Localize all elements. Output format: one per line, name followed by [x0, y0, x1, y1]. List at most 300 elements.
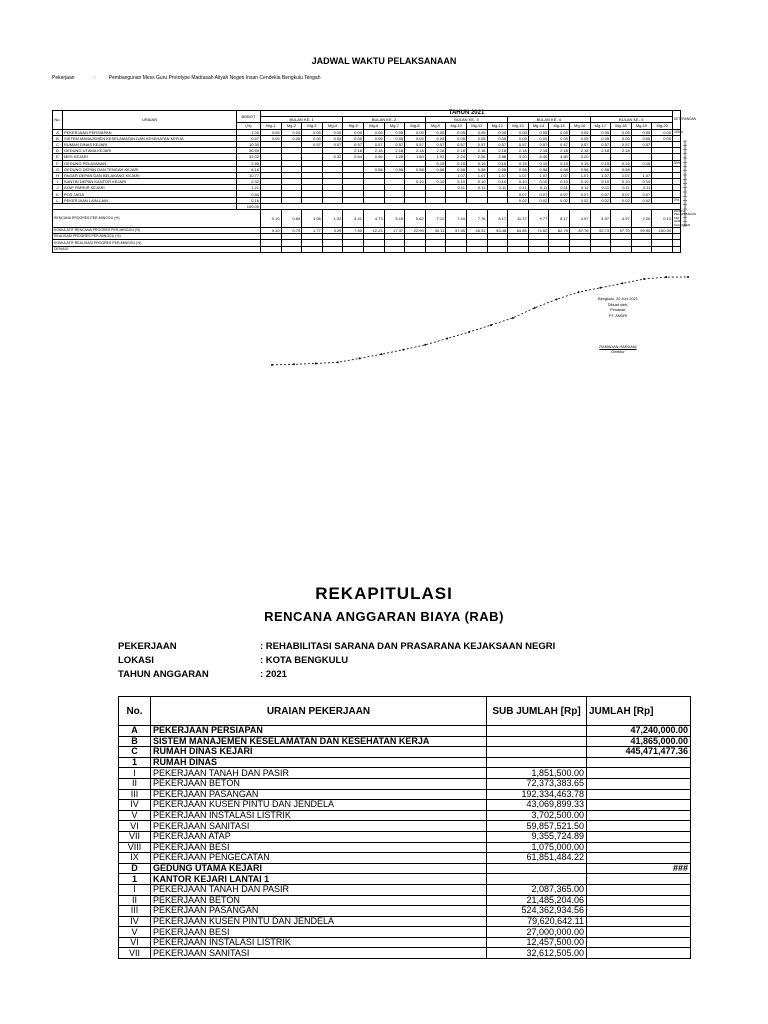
row-cell: 2.18 [466, 148, 487, 154]
summary-cell: 4.97 [611, 210, 632, 228]
rekap-row [119, 800, 691, 811]
row-sub-jumlah: 3,702,500.00 [487, 810, 587, 821]
row-cell: 0.05 [343, 129, 364, 135]
rekap-row [119, 831, 691, 842]
row-jumlah: ### [587, 863, 691, 874]
row-name: PEKERJAAN LAIN-LAIN [63, 197, 237, 203]
row-jumlah: 47,240,000.00 [587, 726, 691, 737]
row-cell: 0.57 [590, 141, 611, 147]
week-header: Mg-19 [631, 123, 652, 129]
row-no: II [119, 778, 151, 789]
row-cell: 2.18 [611, 148, 632, 154]
row-cell: 0.57 [363, 141, 384, 147]
row-sub-jumlah [487, 757, 587, 768]
row-cell: 0.05 [466, 129, 487, 135]
row-cell: 0.05 [384, 129, 405, 135]
row-cell: 3.20 [569, 154, 590, 160]
row-cell: 0.11 [611, 185, 632, 191]
row-uraian: PEKERJAAN BETON [151, 895, 487, 906]
s-curve-point [534, 307, 536, 309]
summary-cell: 7.50 [343, 228, 364, 234]
summary-cell [631, 246, 652, 252]
row-cell: 0.10 [569, 179, 590, 185]
row-cell: 2.18 [384, 148, 405, 154]
row-jumlah [587, 768, 691, 779]
row-name: SISTEM MANAJEMEN KESELAMATAN DAN KESEHATAN KERJA [63, 135, 237, 141]
rekap-row [119, 948, 691, 959]
row-jumlah [587, 874, 691, 885]
row-cell: 0.05 [487, 129, 508, 135]
row-cell: 0.11 [631, 185, 652, 191]
row-cell: 1.07 [611, 172, 632, 178]
row-uraian: PEKERJAAN BETON [151, 778, 487, 789]
row-name: POS JAGA [63, 191, 237, 197]
signature-name-block [578, 345, 658, 355]
summary-cell [590, 246, 611, 252]
row-cell: 0.15 [569, 160, 590, 166]
summary-cell: 87.76 [569, 228, 590, 234]
row-cell: 0.58 [611, 166, 632, 172]
month-header: BULAN KE- 4 [508, 117, 590, 123]
row-cell: 0.02 [590, 197, 611, 203]
rekap-row [119, 736, 691, 747]
row-cell: 0.05 [652, 135, 673, 141]
row-sub-jumlah [487, 736, 587, 747]
summary-cell: 0.79 [281, 228, 302, 234]
row-cell: 0.58 [528, 166, 549, 172]
row-no: VIII [119, 842, 151, 853]
row-cell: 0.10 [405, 179, 426, 185]
week-header: Mg-11 [466, 123, 487, 129]
row-bobot: 0.97 [237, 135, 261, 141]
row-cell: 0.10 [631, 179, 652, 185]
row-cell: 4.80 [549, 154, 570, 160]
row-cell: 0.05 [569, 135, 590, 141]
summary-cell [508, 246, 529, 252]
summary-row [53, 246, 681, 252]
row-cell: 0.05 [611, 129, 632, 135]
summary-cell [343, 246, 364, 252]
row-cell: 0.15 [549, 160, 570, 166]
row-cell: 0.11 [528, 185, 549, 191]
s-curve-point [380, 353, 382, 355]
row-no: A [119, 726, 151, 737]
row-cell: 0.15 [611, 160, 632, 166]
row-cell: 2.18 [405, 148, 426, 154]
schedule-job-label: Pekerjaan [52, 75, 75, 81]
row-cell: 0.58 [384, 166, 405, 172]
row-uraian: PEKERJAAN PERSIAPAN [151, 726, 487, 737]
row-no: II [119, 895, 151, 906]
row-cell: 0.05 [405, 135, 426, 141]
row-cell: 0.05 [363, 129, 384, 135]
summary-cell: 7.12 [425, 210, 446, 228]
row-cell: 0.05 [261, 129, 282, 135]
row-cell: 0.10 [549, 179, 570, 185]
col-year: TAHUN 2021 [261, 111, 673, 117]
summary-label: RENCANA PROGRES PER-MINGGU (%) [53, 210, 261, 228]
row-cell: 0.57 [549, 141, 570, 147]
summary-label: REALISASI PROGRES PER-MINGGU (%) [53, 234, 261, 240]
row-cell: 0.57 [446, 141, 467, 147]
row-bobot: 8.18 [237, 166, 261, 172]
row-cell: 0.05 [425, 129, 446, 135]
summary-cell: 12.23 [363, 228, 384, 234]
row-no: VII [119, 831, 151, 842]
header-jumlah: JUMLAH [Rp] [587, 697, 691, 726]
s-curve-point [402, 349, 404, 351]
row-cell: 0.15 [446, 160, 467, 166]
row-uraian: PEKERJAAN ATAP [151, 831, 487, 842]
row-cell: 6.40 [528, 154, 549, 160]
summary-cell: 30.11 [425, 228, 446, 234]
summary-ket: WAKTU PELAKSANAAN 150 HARI KALENDER [674, 209, 697, 227]
row-uraian: RUMAH DINAS [151, 757, 487, 768]
week-header: Mg-6 [363, 123, 384, 129]
row-sub-jumlah: 72,373,383.65 [487, 778, 587, 789]
row-jumlah [587, 906, 691, 917]
col-bobot: BOBOT [237, 111, 261, 123]
row-cell: 0.02 [549, 197, 570, 203]
s-curve-point [424, 344, 426, 346]
row-cell: 1.60 [405, 154, 426, 160]
row-cell: 0.15 [528, 160, 549, 166]
col-uraian: URAIAN [63, 111, 237, 130]
schedule-job-value: Pembangunan Mess Guru Prototype Madrasah Aliyah Negeri Insan Cendekia Bengkulu Tengah [108, 75, 321, 81]
row-bobot: 0.16 [237, 197, 261, 203]
row-cell: 0.05 [652, 129, 673, 135]
summary-cell: 8.17 [487, 210, 508, 228]
week-header: Mg-9 [425, 123, 446, 129]
row-cell: 0.07 [569, 191, 590, 197]
summary-cell [611, 246, 632, 252]
row-cell: 0.05 [446, 129, 467, 135]
month-header: BULAN KE- 2 [343, 117, 425, 123]
row-name: PEKERJAAN PERSIAPAN [63, 129, 237, 135]
row-cell: 2.18 [590, 148, 611, 154]
rekap-row [119, 884, 691, 895]
row-no: IV [119, 800, 151, 811]
row-cell: 0.57 [569, 141, 590, 147]
row-cell: 0.05 [590, 129, 611, 135]
signature-block [578, 297, 658, 319]
week-header: Mg-15 [549, 123, 570, 129]
row-no: A [53, 129, 63, 135]
summary-cell: 17.37 [384, 228, 405, 234]
row-cell: 0.05 [508, 129, 529, 135]
summary-cell: 82.79 [549, 228, 570, 234]
row-cell: 2.18 [528, 148, 549, 154]
info-label: LOKASI [118, 655, 154, 666]
row-jumlah [587, 831, 691, 842]
month-header: BULAN KE- 1 [261, 117, 343, 123]
row-sub-jumlah: 192,334,463.78 [487, 789, 587, 800]
row-cell: 0.58 [590, 166, 611, 172]
row-jumlah [587, 937, 691, 948]
row-cell: 0.58 [405, 166, 426, 172]
week-header: Mg-8 [405, 123, 426, 129]
row-cell: 0.10 [446, 179, 467, 185]
row-no: 1 [119, 874, 151, 885]
summary-cell: 4.97 [590, 210, 611, 228]
row-sub-jumlah: 524,362,934.56 [487, 906, 587, 917]
row-cell: 0.05 [590, 135, 611, 141]
row-cell: 0.10 [508, 179, 529, 185]
summary-row [53, 210, 681, 228]
row-cell: 0.57 [631, 141, 652, 147]
summary-cell: 1.77 [302, 228, 323, 234]
row-cell: 0.15 [590, 160, 611, 166]
schedule-job-sep: : [93, 75, 95, 81]
week-header: Mg-13 [508, 123, 529, 129]
info-pekerjaan [118, 641, 555, 652]
row-name: PAGAR DEPAN DAN BELAKANG KEJARI [63, 172, 237, 178]
row-cell: 0.07 [590, 191, 611, 197]
row-no: 1 [119, 757, 151, 768]
summary-cell: 22.99 [405, 228, 426, 234]
week-header: Mg-12 [487, 123, 508, 129]
row-uraian: PEKERJAAN INSTALASI LISTRIK [151, 810, 487, 821]
week-header: Mg-10 [446, 123, 467, 129]
row-bobot: 2.85 [237, 160, 261, 166]
row-sub-jumlah [487, 863, 587, 874]
rekap-row [119, 726, 691, 737]
row-cell: 3.20 [508, 154, 529, 160]
row-cell: 0.07 [549, 191, 570, 197]
summary-cell: 5.62 [405, 210, 426, 228]
rekap-row [119, 747, 691, 758]
summary-cell [322, 246, 343, 252]
row-no: C [119, 747, 151, 758]
row-cell: 0.05 [281, 129, 302, 135]
week-header: Mg-4 [322, 123, 343, 129]
row-cell: 0.05 [425, 135, 446, 141]
row-jumlah [587, 778, 691, 789]
info-value: : REHABILITASI SARANA DAN PRASARANA KEJAKSAAN NEGRI [260, 641, 556, 652]
week-header: Mg-3 [302, 123, 323, 129]
schedule-job-line [52, 75, 321, 81]
row-no: E [53, 154, 63, 160]
row-cell: 1.07 [528, 172, 549, 178]
s-curve-point [665, 276, 667, 278]
row-no: V [119, 927, 151, 938]
row-uraian: RUMAH DINAS KEJARI [151, 747, 487, 758]
row-cell: 0.57 [425, 141, 446, 147]
row-cell: 0.15 [487, 160, 508, 166]
row-name: KANTIN DEPAN KANTOR KEJARI [63, 179, 237, 185]
row-cell: 1.07 [631, 172, 652, 178]
row-no: D [119, 863, 151, 874]
row-no: J [53, 185, 63, 191]
summary-cell: 8.17 [549, 210, 570, 228]
week-header: Mg-18 [611, 123, 632, 129]
row-uraian: PEKERJAAN TANAH DAN PASIR [151, 768, 487, 779]
row-sub-jumlah: 43,069,899.33 [487, 800, 587, 811]
row-sub-jumlah [487, 874, 587, 885]
row-cell: 0.58 [569, 166, 590, 172]
header-uraian: URAIAN PEKERJAAN [151, 697, 487, 726]
row-sub-jumlah: 1,851,500.00 [487, 768, 587, 779]
summary-cell [261, 246, 282, 252]
rekap-row [119, 778, 691, 789]
row-uraian: PEKERJAAN KUSEN PINTU DAN JENDELA [151, 916, 487, 927]
row-cell: 0.15 [631, 160, 652, 166]
row-cell: 0.02 [631, 197, 652, 203]
row-uraian: PEKERJAAN KUSEN PINTU DAN JENDELA [151, 800, 487, 811]
row-cell: 0.05 [528, 135, 549, 141]
row-no: V [119, 810, 151, 821]
row-no: III [119, 789, 151, 800]
row-cell: 1.07 [508, 172, 529, 178]
s-curve-point [468, 331, 470, 333]
bobot-unit: (%) [237, 123, 261, 129]
row-bobot: 32.02 [237, 154, 261, 160]
row-sub-jumlah: 59,857,521.50 [487, 821, 587, 832]
row-cell: 2.18 [363, 148, 384, 154]
row-no: I [119, 768, 151, 779]
row-cell: 0.57 [384, 141, 405, 147]
rekap-row [119, 895, 691, 906]
row-name: GEDUNG PELAYANAN [63, 160, 237, 166]
row-cell: 1.07 [446, 172, 467, 178]
row-no: I [119, 884, 151, 895]
row-cell: 0.05 [446, 135, 467, 141]
row-no: L [53, 197, 63, 203]
sign-role: Direktur [611, 350, 625, 354]
row-cell: 0.05 [384, 135, 405, 141]
header-no: No. [119, 697, 151, 726]
row-cell: 0.05 [363, 135, 384, 141]
row-cell: 0.57 [322, 141, 343, 147]
row-cell: 0.58 [363, 166, 384, 172]
row-bobot: 10.30 [237, 141, 261, 147]
row-cell: 0.11 [487, 185, 508, 191]
summary-cell [425, 246, 446, 252]
summary-cell: 2.20 [631, 210, 652, 228]
row-cell: 2.18 [343, 148, 364, 154]
row-cell: 1.07 [590, 172, 611, 178]
rekap-row [119, 874, 691, 885]
summary-label: KOMULATIF REALISASI PROGRES PER-MINGGU (%) [53, 240, 261, 246]
row-cell: 0.05 [261, 135, 282, 141]
row-jumlah [587, 821, 691, 832]
row-ket: 0% [674, 197, 680, 202]
rekap-table [118, 696, 691, 959]
row-cell: 0.57 [528, 141, 549, 147]
month-header: BULAN KE- 5 [590, 117, 673, 123]
summary-cell [363, 246, 384, 252]
row-cell: 1.07 [569, 172, 590, 178]
row-no: C [53, 141, 63, 147]
row-sub-jumlah [487, 747, 587, 758]
rekap-row [119, 906, 691, 917]
s-curve-point [578, 291, 580, 293]
week-header: Mg-7 [384, 123, 405, 129]
row-jumlah [587, 842, 691, 853]
row-uraian: PEKERJAAN SANITASI [151, 948, 487, 959]
row-bobot: 30.59 [237, 148, 261, 154]
summary-label: KOMULATIF RENCANA PROGRES PER-MINGGU (%) [53, 228, 261, 234]
row-cell: 0.07 [528, 191, 549, 197]
s-curve-point [315, 362, 317, 364]
sign-bidder: Penawar, [610, 308, 626, 312]
s-curve-point [359, 357, 361, 359]
row-jumlah: 445,471,477.36 [587, 747, 691, 758]
row-sub-jumlah: 79,620,642.11 [487, 916, 587, 927]
week-header: Mg-20 [652, 123, 673, 129]
row-name: ATAP PARKIR KEJARI [63, 185, 237, 191]
s-curve-point [556, 298, 558, 300]
info-label: TAHUN ANGGARAN [118, 669, 209, 680]
s-curve-point [599, 287, 601, 289]
row-no: B [119, 736, 151, 747]
row-cell: 1.92 [425, 154, 446, 160]
summary-cell: 64.85 [508, 228, 529, 234]
schedule-table [52, 110, 697, 253]
row-no: K [53, 191, 63, 197]
row-cell: 0.05 [549, 129, 570, 135]
row-cell: 0.11 [508, 185, 529, 191]
week-header: Mg-16 [569, 123, 590, 129]
row-no: VI [119, 821, 151, 832]
row-cell: 0.10 [590, 179, 611, 185]
row-uraian: PEKERJAAN INSTALASI LISTRIK [151, 937, 487, 948]
row-jumlah [587, 927, 691, 938]
row-uraian: PEKERJAAN PASANGAN [151, 906, 487, 917]
row-cell: 0.57 [466, 141, 487, 147]
row-cell: 0.15 [425, 160, 446, 166]
row-cell: 2.18 [487, 148, 508, 154]
row-cell: 0.57 [343, 141, 364, 147]
row-cell: 0.11 [569, 185, 590, 191]
row-no: D [53, 148, 63, 154]
row-bobot: 2.32 [237, 179, 261, 185]
row-cell: 0.15 [508, 160, 529, 166]
row-cell: 0.05 [322, 135, 343, 141]
summary-cell [569, 246, 590, 252]
rekap-row [119, 757, 691, 768]
row-cell: 2.18 [549, 148, 570, 154]
row-jumlah [587, 789, 691, 800]
summary-cell: 99.90 [631, 228, 652, 234]
rekap-row [119, 916, 691, 927]
row-cell: 2.88 [487, 154, 508, 160]
summary-cell: 7.44 [446, 210, 467, 228]
row-cell: 0.02 [508, 197, 529, 203]
row-sub-jumlah: 32,612,505.00 [487, 948, 587, 959]
s-curve-point [490, 324, 492, 326]
summary-cell: 1.08 [302, 210, 323, 228]
week-header: Mg-17 [590, 123, 611, 129]
row-no: F [53, 160, 63, 166]
row-cell: 0.11 [590, 185, 611, 191]
header-sub-jumlah: SUB JUMLAH [Rp] [487, 697, 587, 726]
row-cell: 0.05 [281, 135, 302, 141]
summary-cell: 3.09 [322, 228, 343, 234]
row-cell: 0.58 [549, 166, 570, 172]
row-cell: 0.58 [446, 166, 467, 172]
row-no: I [53, 179, 63, 185]
row-cell: 0.11 [549, 185, 570, 191]
row-uraian: PEKERJAAN BESI [151, 842, 487, 853]
row-cell: 0.07 [611, 191, 632, 197]
row-name: GEDUNG UTAMA KEJARI [63, 148, 237, 154]
summary-cell: 0.10 [261, 210, 282, 228]
row-cell: 1.07 [466, 172, 487, 178]
summary-ket [673, 246, 681, 252]
summary-cell: 74.62 [528, 228, 549, 234]
summary-cell: 9.77 [528, 210, 549, 228]
